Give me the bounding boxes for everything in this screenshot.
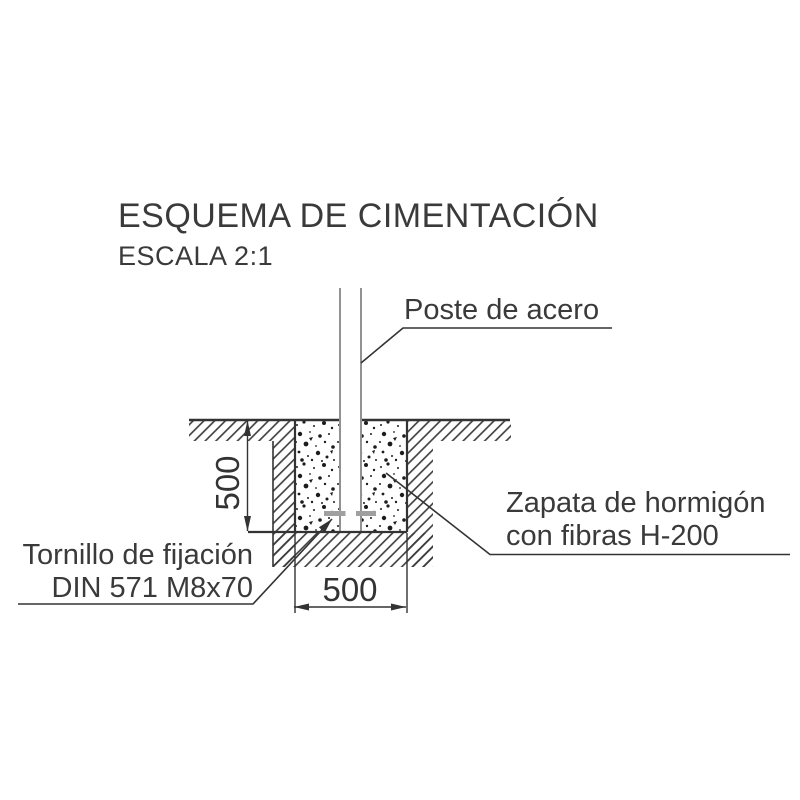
label-fixing-screw-line1: Tornillo de fijación xyxy=(22,539,253,571)
label-concrete-footing-line1: Zapata de hormigón xyxy=(506,487,766,519)
label-fixing-screw xyxy=(0,539,253,605)
label-concrete-footing xyxy=(506,487,766,553)
steel-post-body xyxy=(339,288,362,531)
label-fixing-screw-line2: DIN 571 M8x70 xyxy=(51,572,253,604)
leader-post xyxy=(361,328,612,363)
label-steel-post: Poste de acero xyxy=(404,294,600,326)
label-concrete-footing-line2: con fibras H-200 xyxy=(506,520,719,552)
drawing-title: ESQUEMA DE CIMENTACIÓN xyxy=(118,197,599,235)
dimension-width-value: 500 xyxy=(322,571,378,608)
dimension-depth-value: 500 xyxy=(209,455,246,511)
drawing-scale-label: ESCALA 2:1 xyxy=(118,241,274,271)
